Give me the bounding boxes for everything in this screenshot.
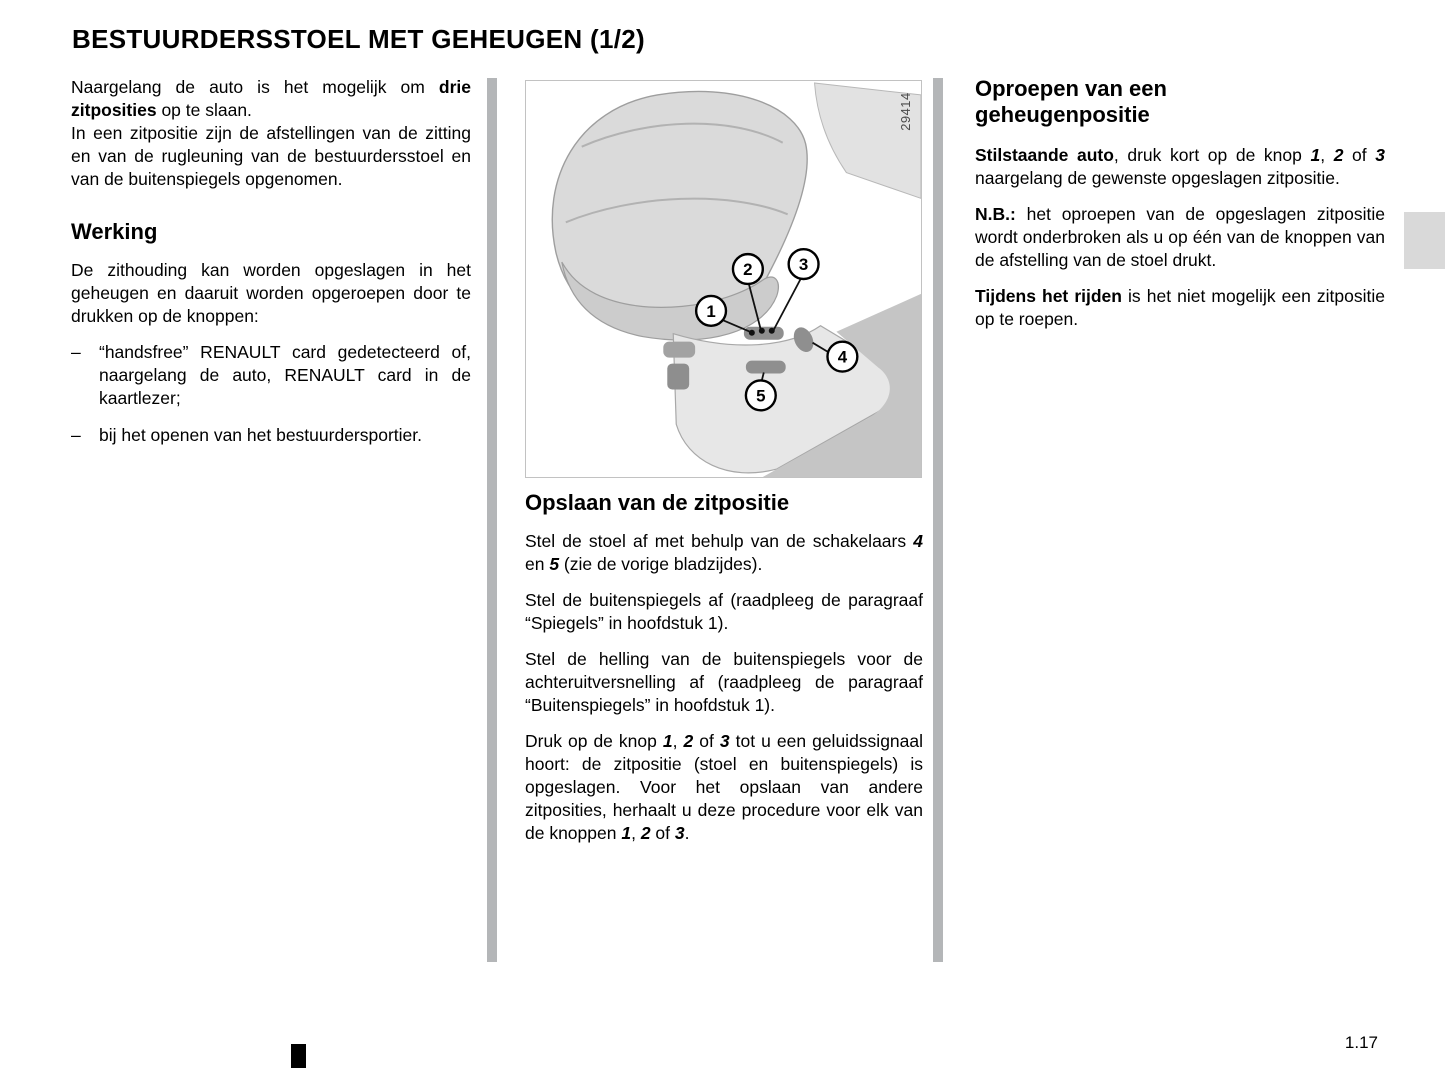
svg-text:1: 1 (706, 301, 716, 321)
print-registration-mark (291, 1044, 306, 1068)
seat-lever-2 (667, 364, 689, 390)
callout-2 (733, 254, 763, 284)
column-divider (487, 78, 497, 962)
section-heading-werking: Werking (71, 219, 158, 244)
right-column (975, 76, 1385, 344)
svg-text:2: 2 (743, 260, 753, 280)
callout-4 (827, 342, 857, 372)
bullet-dash: – (71, 425, 81, 445)
middle-column (525, 80, 923, 858)
page-title: BESTUURDERSSTOEL MET GEHEUGEN (1/2) (72, 24, 645, 54)
column-divider (933, 78, 943, 962)
figure-code: 29414 (898, 92, 914, 131)
oproepen-paragraph-1: Stilstaande auto, druk kort op de knop 1, 2 of 3 naargelang de gewenste opgeslagen zitpositie. (975, 145, 1385, 188)
memory-button-5 (746, 361, 786, 374)
seat-illustration (525, 80, 922, 478)
opslaan-paragraph-3: Stel de helling van de buitenspiegels voor de achteruitversnelling af (raadpleeg de paragraaf “Buitenspiegels” in hoofdstuk 1). (525, 649, 923, 715)
callout-1 (696, 296, 726, 326)
oproepen-paragraph-2: N.B.: het oproepen van de opgeslagen zitpositie wordt onderbroken als u op één van de knoppen van de afstelling van de stoel drukt. (975, 204, 1385, 270)
werking-paragraph: De zithouding kan worden opgeslagen in het geheugen en daaruit worden opgeroepen door te drukken op de knoppen: (71, 260, 471, 326)
svg-text:5: 5 (756, 386, 766, 406)
opslaan-paragraph-2: Stel de buitenspiegels af (raadpleeg de paragraaf “Spiegels” in hoofdstuk 1). (525, 590, 923, 633)
bullet-item (71, 424, 471, 447)
seat-lever (663, 342, 695, 358)
callout-5 (746, 380, 776, 410)
section-heading-oproepen: Oproepen van een geheugenpositie (975, 76, 1167, 127)
bullet-dash: – (71, 342, 81, 362)
svg-text:3: 3 (798, 255, 809, 275)
svg-text:4: 4 (837, 347, 848, 367)
oproepen-paragraph-3: Tijdens het rijden is het niet mogelijk een zitpositie op te roepen. (975, 286, 1385, 329)
opslaan-paragraph-4: Druk op de knop 1, 2 of 3 tot u een geluidssignaal hoort: de zitpositie (stoel en buitenspiegels) is opgeslagen. Voor het opslaan van andere zitposities, herhaalt u deze procedure voor elk van de knoppen 1, 2 of 3. (525, 731, 924, 843)
seat-illustration-svg (526, 81, 921, 477)
page-number: 1.17 (1344, 1033, 1378, 1052)
bullet-text: “handsfree” RENAULT card gedetecteerd of, naargelang de auto, RENAULT card in de kaartlezer; (99, 342, 471, 408)
chapter-tab (1404, 212, 1445, 269)
section-heading-opslaan: Opslaan van de zitpositie (525, 490, 790, 515)
callout-3 (789, 249, 819, 279)
opslaan-paragraph-1: Stel de stoel af met behulp van de schakelaars 4 en 5 (zie de vorige bladzijdes). (525, 531, 923, 574)
left-column (71, 76, 471, 461)
leader-dot-1 (749, 330, 755, 336)
bullet-text: bij het openen van het bestuurdersportier. (99, 425, 422, 445)
intro-paragraph: Naargelang de auto is het mogelijk om drie zitposities op te slaan. (71, 77, 471, 120)
intro-paragraph-2: In een zitpositie zijn de afstellingen van de zitting en van de rugleuning van de bestuurdersstoel en van de buitenspiegels opgenomen. (71, 123, 471, 189)
bullet-item (71, 341, 471, 410)
